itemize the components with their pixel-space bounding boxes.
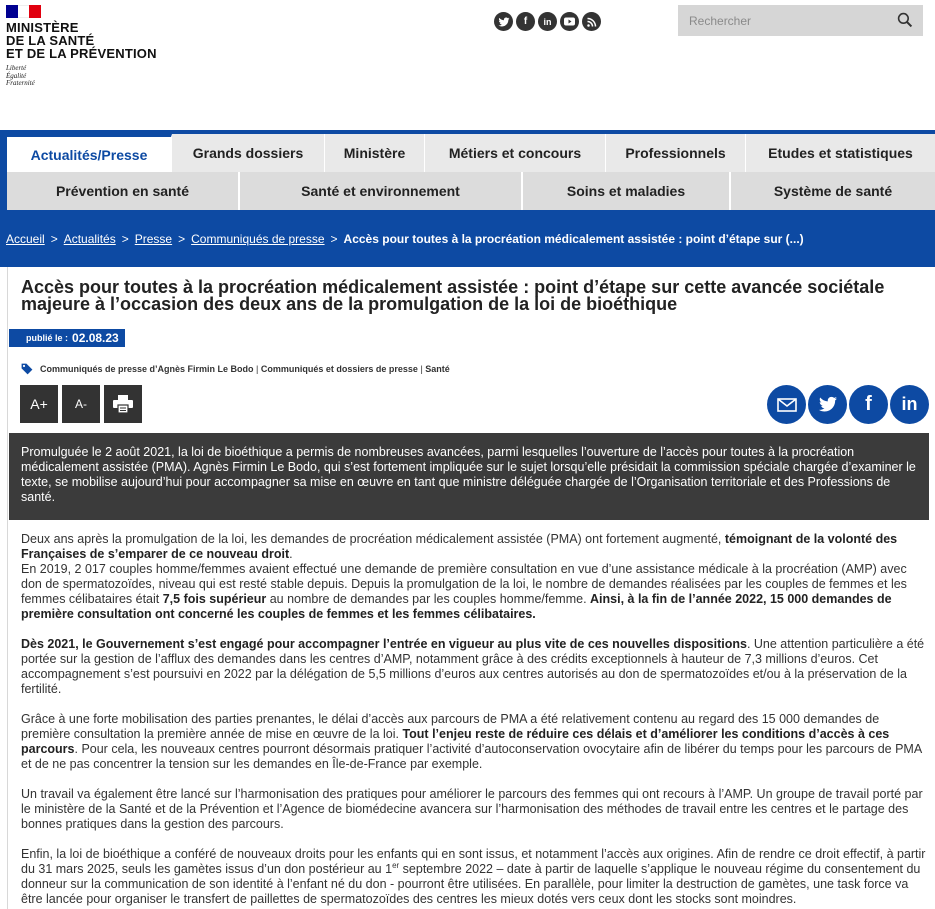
share-twitter-button[interactable] — [808, 385, 847, 424]
nav-item-metiers[interactable]: Métiers et concours — [425, 134, 606, 172]
breadcrumb — [0, 212, 935, 267]
text-span: . — [289, 547, 293, 561]
search-box — [678, 5, 923, 36]
print-icon — [113, 395, 133, 413]
nav-item-grands-dossiers[interactable]: Grands dossiers — [172, 134, 325, 172]
print-button[interactable] — [104, 385, 142, 423]
breadcrumb-link[interactable]: Presse — [134, 232, 173, 246]
breadcrumb-separator: > — [121, 232, 129, 246]
rss-icon[interactable] — [582, 12, 601, 31]
nav-item-prevention[interactable]: Prévention en santé — [7, 172, 240, 210]
primary-nav — [0, 130, 935, 172]
article-paragraph — [21, 637, 926, 697]
tag-separator: | — [417, 364, 426, 374]
text-span: au nombre de demandes par les couples homme/femme. — [266, 592, 591, 606]
text-span: Enfin, la loi de bioéthique a conféré de nouveaux droits pour les enfants qui en sont issus, et notamment l’accès aux origines. Afin de rendre ce droit effectif, à partir du 31 mars 2025, seuls les gamètes issus d’un don postérieur au 1 — [21, 847, 926, 876]
breadcrumb-current: Accès pour toutes à la procréation médicalement assistée : point d’étape sur (...) — [343, 232, 804, 246]
republic-motto — [6, 65, 157, 88]
share-email-button[interactable] — [767, 385, 806, 424]
text-span: septembre 2022 – date à partir de laquelle s’applique le nouveau régime du consentement du donneur sur la communication de son identité à l’enfant né du don - pourront être utilisées. En parallèle, pour limiter la destruction de gamètes, une task force va être lancée pour organiser le transfert de paillettes de spermatozoïdes des centres les mieux dotés vers ceux dont les stocks sont moindres. — [21, 862, 921, 906]
twitter-icon — [818, 396, 838, 414]
nav-item-actualites[interactable]: Actualités/Presse — [7, 134, 172, 172]
share-buttons — [767, 385, 929, 424]
site-header — [0, 0, 935, 130]
bold-text: Dès 2021, le Gouvernement s’est engagé pour accompagner l’entrée en vigueur au plus vite de ces nouvelles dispositions — [21, 637, 747, 651]
search-input[interactable] — [678, 14, 888, 28]
french-flag-icon — [6, 5, 41, 18]
share-facebook-button[interactable]: f — [849, 385, 888, 424]
breadcrumb-link[interactable]: Accueil — [6, 232, 45, 246]
nav-item-systeme[interactable]: Système de santé — [773, 183, 893, 199]
breadcrumb-separator: > — [50, 232, 58, 246]
font-decrease-button[interactable]: A- — [62, 385, 100, 423]
article-paragraph — [21, 532, 926, 622]
font-increase-button[interactable]: A+ — [20, 385, 58, 423]
mail-icon — [777, 398, 797, 412]
text-span: En 2019, 2 017 couples homme/femmes avaient effectué une demande de première consultation en vue d’une assistance médicale à la procréation (AMP) avec don de spermatozoïdes, niveau qui est resté stable depuis. Depuis la promulgation de la loi, le nombre de demandes réalisées par les couples de femmes et les femmes célibataires était — [21, 562, 907, 606]
article — [7, 267, 935, 909]
secondary-nav — [0, 172, 935, 212]
tag-link[interactable]: Communiqués de presse d’Agnès Firmin Le Bodo — [40, 364, 254, 374]
bold-text: Tout l’enjeu reste de réduire ces délais et d’améliorer les conditions d’accès à ces parcours — [21, 727, 890, 756]
article-tools — [20, 385, 142, 423]
published-date: 02.08.23 — [72, 331, 119, 345]
nav-item-etudes[interactable]: Etudes et statistiques — [768, 145, 913, 161]
text-span: . Une attention particulière a été portée sur la gestion de l’afflux des demandes dans les centres d’AMP, notamment grâce à des crédits exceptionnels à hauteur de 7,3 millions d’euros. Cet accompagnement s’est poursuivi en 2022 par la délégation de 5,5 millions d’euros aux centres autorisés au don de spermatozoïdes et/ou à la préservation de la fertilité. — [21, 637, 925, 696]
motto-line: Liberté — [6, 64, 27, 72]
text-span: Deux ans après la promulgation de la loi, les demandes de procréation médicalement assistée (PMA) ont fortement augmenté, — [21, 532, 725, 546]
article-paragraph — [21, 712, 926, 772]
linkedin-icon[interactable]: in — [538, 12, 557, 31]
breadcrumb-separator: > — [330, 232, 338, 246]
article-body — [21, 532, 926, 909]
article-lead: Promulguée le 2 août 2021, la loi de bioéthique a permis de nombreuses avancées, parmi lesquelles l’ouverture de l’accès pour toutes à la procréation médicalement assistée (PMA). Agnès Firmin Le Bodo, qui s’est fortement impliquée sur le sujet lorsqu’elle présidait la commission spéciale chargée d’examiner le texte, se mobilise aujourd’hui pour accompagner sa mise en œuvre en tant que ministre déléguée chargée de l’Organisation territoriale et des Professions de santé. — [9, 433, 929, 520]
tag-separator: | — [253, 364, 261, 374]
breadcrumb-link[interactable]: Communiqués de presse — [191, 232, 325, 246]
ministry-name-line: MINISTÈRE — [6, 20, 79, 35]
breadcrumb-link[interactable]: Actualités — [63, 232, 116, 246]
bold-text: Ainsi, à la fin de l’année 2022, 15 000 demandes de première consultation ont concerné les couples de femmes et les femmes célibataires. — [21, 592, 892, 621]
published-label: publié le : — [26, 333, 69, 343]
nav-item-ministere[interactable]: Ministère — [325, 134, 425, 172]
search-icon[interactable] — [897, 12, 913, 28]
share-linkedin-button[interactable]: in — [890, 385, 929, 424]
facebook-icon[interactable]: f — [516, 12, 535, 31]
superscript: er — [392, 860, 400, 870]
social-links — [494, 12, 601, 31]
youtube-icon[interactable] — [560, 12, 579, 31]
nav-item-soins[interactable]: Soins et maladies — [523, 172, 731, 210]
bold-text: témoignant de la volonté des Françaises de s’emparer de ce nouveau droit — [21, 532, 898, 561]
tag-link[interactable]: Santé — [425, 364, 450, 374]
article-title: Accès pour toutes à la procréation médicalement assistée : point d’étape sur cette avancée sociétale majeure à l’occasion des deux ans de la promulgation de la loi de bioéthique — [21, 277, 885, 314]
ministry-name-line: ET DE LA PRÉVENTION — [6, 46, 157, 61]
ministry-name — [6, 21, 157, 60]
nav-item-professionnels[interactable]: Professionnels — [606, 134, 746, 172]
ministry-name-line: DE LA SANTÉ — [6, 33, 95, 48]
article-paragraph — [21, 847, 926, 907]
nav-item-sante-environnement[interactable]: Santé et environnement — [240, 172, 523, 210]
tag-link[interactable]: Communiqués et dossiers de presse — [260, 364, 418, 374]
tag-icon — [21, 363, 33, 375]
article-tags — [21, 363, 450, 375]
motto-line: Égalité — [6, 71, 27, 80]
article-paragraph: Un travail va également être lancé sur l’harmonisation des pratiques pour améliorer le parcours des femmes qui ont recours à l’AMP. Un groupe de travail porté par le ministère de la Santé et de la Prévention et l’Agence de biomédecine avancera sur l’harmonisation des méthodes de travail entre les centres et le partage des bonnes pratiques dans la gestion des parcours. — [21, 787, 923, 831]
text-span: Grâce à une forte mobilisation des parties prenantes, le délai d’accès aux parcours de PMA a été relativement contenu au regard des 15 000 demandes de première consultation la première année de mise en œuvre de la loi. — [21, 712, 880, 741]
text-span: . Pour cela, les nouveaux centres pourront désormais pratiquer l’activité d’autoconservation ovocytaire afin de libérer du temps pour les parcours de PMA et de ne pas concentrer la tension sur les demandes en Île-de-France par exemple. — [21, 742, 922, 771]
published-badge — [9, 329, 125, 347]
bold-text: 7,5 fois supérieur — [162, 592, 267, 606]
motto-line: Fraternité — [6, 79, 35, 87]
twitter-icon[interactable] — [494, 12, 513, 31]
ministry-logo[interactable] — [6, 5, 157, 88]
breadcrumb-separator: > — [178, 232, 186, 246]
